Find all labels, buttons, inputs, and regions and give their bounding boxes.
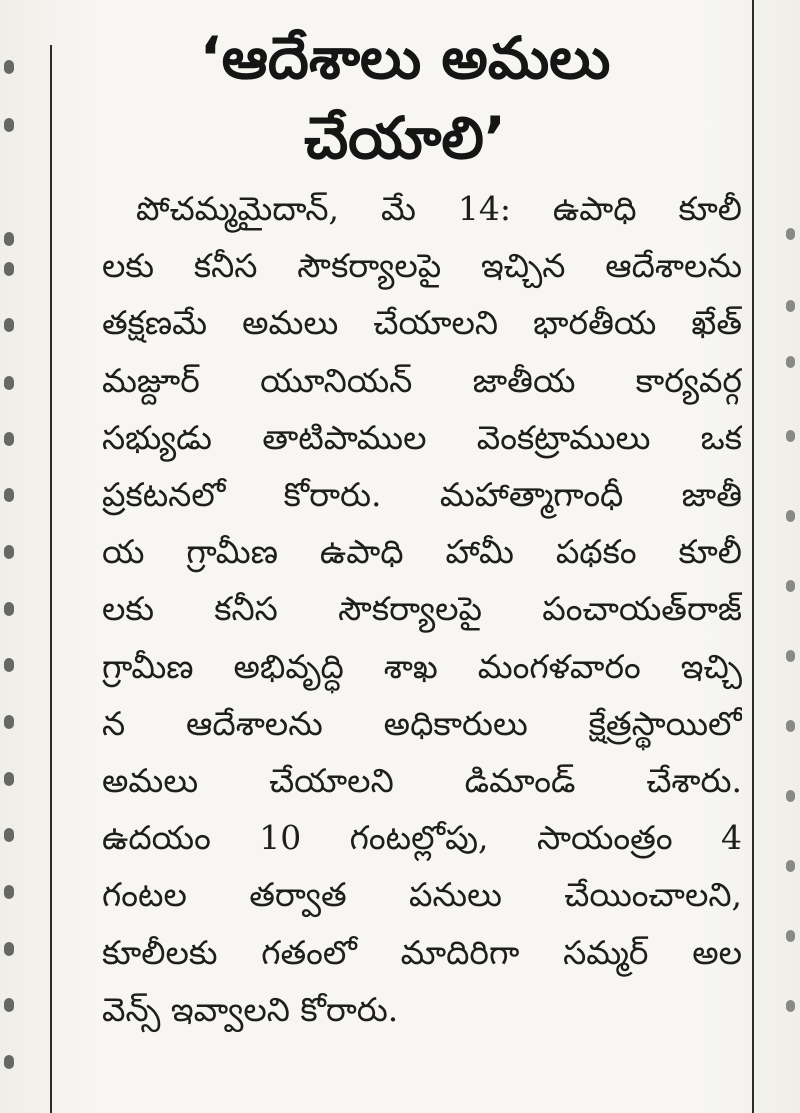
column-divider-right: [752, 0, 754, 1113]
adjacent-column-left-edge: [0, 0, 24, 1113]
body-line-2: లకు కనీస సౌకర్యాలపై ఇచ్చిన ఆదేశాలను: [102, 246, 742, 286]
body-line-7: య గ్రామీణ ఉపాధి హామీ పథకం కూలీ: [102, 532, 742, 572]
body-line-11: అమలు చేయాలని డిమాండ్ చేశారు.: [102, 761, 742, 801]
body-line-8: లకు కనీస సౌకర్యాలపై పంచాయత్‌రాజ్: [102, 589, 742, 629]
body-line-13: గంటల తర్వాత పనులు చేయించాలని,: [102, 875, 742, 915]
body-line-15: వెన్స్ ఇవ్వాలని కోరారు.: [102, 989, 399, 1029]
body-line-9: గ్రామీణ అభివృద్ధి శాఖ మంగళవారం ఇచ్చి: [102, 646, 742, 686]
adjacent-column-right-edge: [780, 0, 800, 1113]
body-line-12: ఉదయం 10 గంటల్లోపు, సాయంత్రం 4: [102, 818, 742, 858]
article-body: [102, 180, 742, 1038]
headline-line-2: చేయాలి’: [304, 104, 506, 172]
body-line-10: న ఆదేశాలను అధికారులు క్షేత్రస్థాయిలో: [102, 703, 742, 743]
news-article: [62, 18, 748, 1098]
headline-line-1: ‘ఆదేశాలు అమలు: [199, 24, 611, 92]
body-line-5: సభ్యుడు తాటిపాముల వెంకట్రాములు ఒక: [102, 417, 742, 457]
article-headline: [62, 18, 748, 178]
body-line-1: పోచమ్మమైదాన్, మే 14: ఉపాధి కూలీ: [136, 189, 742, 228]
body-line-14: కూలీలకు గతంలో మాదిరిగా సమ్మర్ అల: [102, 932, 742, 972]
body-line-6: ప్రకటనలో కోరారు. మహాత్మాగాంధీ జాతీ: [102, 475, 742, 515]
body-line-3: తక్షణమే అమలు చేయాలని భారతీయ ఖేత్: [102, 303, 742, 343]
column-divider-left: [50, 45, 52, 1113]
body-line-4: మజ్దూర్ యూనియన్ జాతీయ కార్యవర్గ: [102, 360, 742, 400]
